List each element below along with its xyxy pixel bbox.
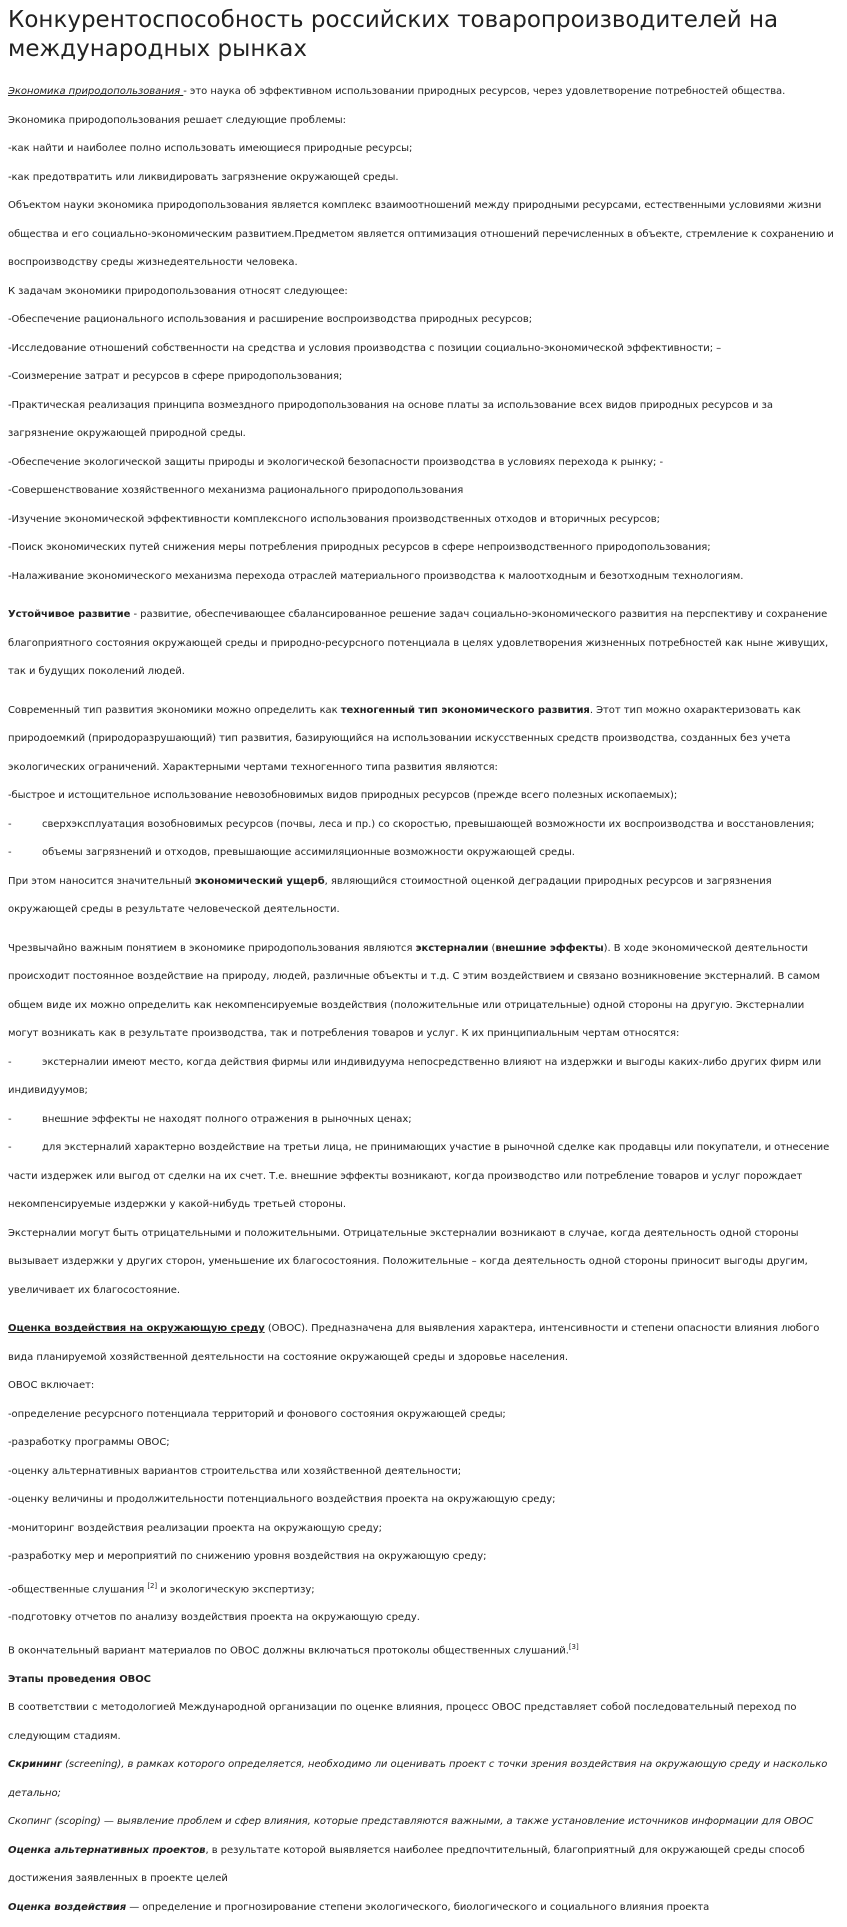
paragraph — [8, 78, 835, 107]
text-run: -Обеспечение экологической защиты природы и экологической безопасности производства в условиях перехода к рынку; - — [8, 456, 664, 468]
emphasis-text: Этапы проведения ОВОС — [8, 1673, 151, 1685]
text-run: — определение и прогнозирование степени экологического, биологического и социального влияния проекта — [126, 1901, 710, 1913]
paragraph — [8, 506, 835, 535]
text-run: -как предотвратить или ликвидировать загрязнение окружающей среды. — [8, 171, 399, 183]
text-run: ОВОС включает: — [8, 1380, 95, 1391]
text-run: и экологическую экспертизу; — [157, 1583, 315, 1595]
text-run: -оценку альтернативных вариантов строительства или хозяйственной деятельности; — [8, 1465, 462, 1477]
text-run: -Совершенствование хозяйственного механизма рационального природопользования — [8, 485, 464, 496]
emphasis-text: Устойчивое развитие — [8, 609, 131, 620]
text-run: , в результате которой выявляется наиболее предпочтительный, благоприятный для окружающей среды способ достижения заявленных в проекте целей — [8, 1844, 805, 1885]
paragraph — [8, 697, 835, 783]
emphasis-text: экономический ущерб — [194, 875, 325, 887]
text-run: Современный тип развития экономики можно определить как — [8, 704, 341, 716]
paragraph — [8, 335, 835, 364]
paragraph — [8, 135, 835, 164]
paragraph — [8, 782, 835, 811]
text-run: -Изучение экономической эффективности комплексного использования производственных отходов и вторичных ресурсов; — [8, 513, 660, 525]
list-marker: - — [8, 1142, 12, 1153]
text-run: -Поиск экономических путей снижения меры потребления природных ресурсов в сфере непроизводственного природопользования; — [8, 542, 711, 553]
text-run: -разработку программы ОВОС; — [8, 1437, 170, 1448]
paragraph — [8, 1894, 835, 1923]
paragraph — [8, 363, 835, 392]
paragraph — [8, 935, 835, 1049]
paragraph — [8, 1401, 835, 1430]
emphasis-text: Скопинг (scoping) — выявление проблем и сфер влияния, которые представляются важными, а также установление источников информации для ОВОС — [8, 1816, 814, 1828]
list-marker: - — [8, 847, 12, 858]
emphasis-text: (screening), в рамках которого определяется, необходимо ли оценивать проект с точки зрения воздействия на окружающую среду и насколько детально; — [8, 1759, 828, 1799]
text-run: В окончательный вариант материалов по ОВОС должны включаться протоколы общественных слушаний. — [8, 1645, 569, 1657]
text-run: , являющийся стоимостной оценкой деградации природных ресурсов и загрязнения окружающей среды в результате человеческой деятельности. — [8, 875, 772, 915]
list-marker: - — [8, 1113, 12, 1125]
emphasis-text: Оценка воздействия на окружающую среду — [8, 1323, 265, 1334]
text-run: -мониторинг воздействия реализации проекта на окружающую среду; — [8, 1522, 382, 1534]
text-run: . Этот тип можно охарактеризовать как природоемкий (природоразрушающий) тип развития, базирующийся на использовании искусственных средств производства, созданных без учета экологических ограничений. Характерными чертами техногенного типа развития являются: — [8, 704, 801, 773]
paragraph — [8, 164, 835, 193]
text-run: -Практическая реализация принципа возмездного природопользования на основе платы за использование всех видов природных ресурсов и за загрязнение окружающей природной среды. — [8, 399, 773, 439]
emphasis-text: внешние эффекты — [495, 942, 604, 954]
paragraph — [8, 839, 835, 868]
emphasis-text: техногенный тип экономического развития — [340, 704, 590, 716]
text-run: - это наука об эффективном использовании природных ресурсов, через удовлетворение потребностей общества. — [183, 86, 786, 97]
text-run: -разработку мер и мероприятий по снижению уровня воздействия на окружающую среду; — [8, 1551, 487, 1562]
paragraph — [8, 1134, 835, 1220]
text-run: -Налаживание экономического механизма перехода отраслей материального производства к малоотходным и безотходным технологиям. — [8, 570, 744, 582]
list-marker: - — [8, 1056, 12, 1068]
paragraph — [8, 192, 835, 278]
text-run: В соответствии с методологией Международной организации по оценке влияния, процесс ОВОС представляет собой последовательный переход по следующим стадиям. — [8, 1702, 797, 1742]
paragraph — [8, 1372, 835, 1401]
paragraph — [8, 1458, 835, 1487]
emphasis-text: экстерналии — [415, 942, 489, 954]
emphasis-text: Оценка воздействия — [8, 1901, 127, 1913]
paragraph — [8, 1837, 835, 1894]
text-run: -Соизмерение затрат и ресурсов в сфере природопользования; — [8, 371, 343, 382]
text-run: Экономика природопользования решает следующие проблемы: — [8, 114, 346, 126]
paragraph — [8, 1543, 835, 1572]
paragraph — [8, 1429, 835, 1458]
text-run: (ОВОС). Предназначена для выявления характера, интенсивности и степени опасности влияния любого вида планируемой хозяйственной деятельности на состояние окружающей среды и здоровье населения. — [8, 1323, 820, 1363]
text-run: -общественные слушания — [8, 1583, 148, 1595]
paragraph — [8, 868, 835, 925]
text-run: -подготовку отчетов по анализу воздействия проекта на окружающую среду. — [8, 1612, 420, 1624]
text-run: -оценку величины и продолжительности потенциального воздействия проекта на окружающую среду; — [8, 1494, 556, 1505]
paragraph — [8, 1515, 835, 1544]
paragraph — [8, 1633, 835, 1666]
text-run: объемы загрязнений и отходов, превышающие ассимиляционные возможности окружающей среды. — [42, 847, 575, 858]
paragraph — [8, 1220, 835, 1306]
text-run: -Обеспечение рационального использования и расширение воспроизводства природных ресурсов; — [8, 314, 533, 325]
paragraph — [8, 278, 835, 307]
text-run: К задачам экономики природопользования относят следующее: — [8, 285, 348, 297]
text-run: ). В ходе экономической деятельности происходит постоянное воздействие на природу, людей, различные объекты и т.д. С этим воздействием и связано возникновение экстерналий. В самом общем виде их можно определить как некомпенсируемые воздействия (положительные или отрицательные) одной стороны на другую. Экстерналии могут возникать как в результате производства, так и потребления товаров и услуг. К их принципиальным чертам относятся: — [8, 942, 820, 1039]
text-run: При этом наносится значительный — [8, 875, 195, 887]
text-run: Экстерналии могут быть отрицательными и положительными. Отрицательные экстерналии возникают в случае, когда деятельность одной стороны вызывает издержки у других сторон, уменьшение их благосостояния. Положительные – когда деятельность одной стороны приносит выгоды другим, увеличивает их благосостояние. — [8, 1227, 808, 1296]
paragraph — [8, 1315, 835, 1372]
paragraph — [8, 1751, 835, 1808]
page-title: Конкурентоспособность российских товаропроизводителей на международных рынках — [8, 7, 779, 62]
text-run: -как найти и наиболее полно использовать имеющиеся природные ресурсы; — [8, 143, 413, 154]
paragraph — [8, 107, 835, 136]
emphasis-text: Экономика природопользования — [8, 86, 184, 97]
text-run: - развитие, обеспечивающее сбалансированное решение задач социально-экономического развития на перспективу и сохранение благоприятного состояния окружающей среды и природно-ресурсного потенциала в целях удовлетворения жизненных потребностей как ныне живущих, так и будущих поколений людей. — [8, 609, 829, 677]
paragraph — [8, 811, 835, 840]
list-marker: - — [8, 818, 12, 830]
text-run: -определение ресурсного потенциала территорий и фонового состояния окружающей среды; — [8, 1408, 506, 1420]
text-run: -быстрое и истощительное использование невозобновимых видов природных ресурсов (прежде всего полезных ископаемых); — [8, 790, 678, 801]
paragraph — [8, 449, 835, 478]
text-run: -Исследование отношений собственности на средства и условия производства с позиции социально-экономической эффективности; – — [8, 342, 722, 354]
footnote-ref[interactable]: [2] — [147, 1581, 158, 1590]
emphasis-text: Оценка альтернативных проектов — [8, 1844, 206, 1856]
paragraph — [8, 306, 835, 335]
text-run: экстерналии имеют место, когда действия фирмы или индивидуума непосредственно влияют на издержки и выгоды каких-либо других фирм или индивидуумов; — [8, 1056, 822, 1096]
footnote-ref[interactable]: [3] — [568, 1642, 579, 1651]
article-body — [8, 78, 835, 1922]
text-run: сверхэксплуатация возобновимых ресурсов (почвы, леса и пр.) со скоростью, превышающей возможности их воспроизводства и восстановления; — [42, 818, 815, 830]
paragraph — [8, 1694, 835, 1751]
text-run: ( — [488, 942, 496, 954]
paragraph — [8, 477, 835, 506]
emphasis-text: Скрининг — [8, 1759, 62, 1771]
paragraph — [8, 601, 835, 687]
paragraph — [8, 392, 835, 449]
paragraph — [8, 1808, 835, 1837]
text-run: для экстерналий характерно воздействие на третьи лица, не принимающих участие в рыночной сделке как продавцы или покупатели, и отнесение части издержек или выгод от сделки на их счет. Т.е. внешние эффекты возникают, когда производство или потребление товаров и услуг порождает некомпенсируемые издержки у какой-нибудь третьей стороны. — [8, 1142, 830, 1210]
text-run: Объектом науки экономика природопользования является комплекс взаимоотношений между природными ресурсами, естественными условиями жизни общества и его социально-экономическим развитием.Предметом является оптимизация отношений перечисленных в объекте, стремление к сохранению и воспроизводству среды жизнедеятельности человека. — [8, 200, 834, 268]
text-run: внешние эффекты не находят полного отражения в рыночных ценах; — [42, 1113, 412, 1125]
paragraph — [8, 1604, 835, 1633]
paragraph — [8, 1486, 835, 1515]
paragraph — [8, 563, 835, 592]
text-run: Чрезвычайно важным понятием в экономике природопользования являются — [8, 942, 416, 954]
paragraph — [8, 1049, 835, 1106]
paragraph — [8, 1572, 835, 1605]
paragraph — [8, 534, 835, 563]
paragraph — [8, 1106, 835, 1135]
paragraph — [8, 1666, 835, 1695]
